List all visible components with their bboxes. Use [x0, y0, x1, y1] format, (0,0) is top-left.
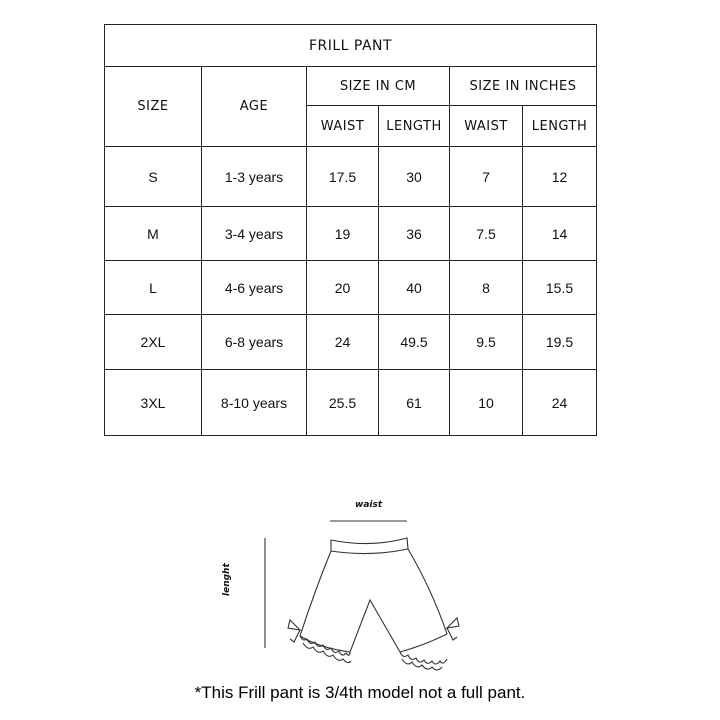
cell-waist-cm: 17.5	[307, 147, 379, 207]
header-length-cm: LENGTH	[379, 106, 450, 147]
table-row	[105, 207, 597, 261]
table-row	[105, 261, 597, 315]
cell-waist-in: 8	[450, 261, 523, 315]
cell-waist-in: 10	[450, 370, 523, 436]
cell-waist-in: 7.5	[450, 207, 523, 261]
header-waist-in: WAIST	[450, 106, 523, 147]
cell-length-cm: 36	[379, 207, 450, 261]
cell-length-cm: 61	[379, 370, 450, 436]
cell-waist-cm: 20	[307, 261, 379, 315]
length-label: lenght	[222, 563, 232, 596]
cell-length-in: 14	[523, 207, 597, 261]
cell-length-in: 19.5	[523, 315, 597, 370]
cell-length-in: 12	[523, 147, 597, 207]
table-title: FRILL PANT	[105, 25, 597, 67]
left-bow	[288, 620, 300, 642]
cell-length-in: 24	[523, 370, 597, 436]
cell-size: L	[105, 261, 202, 315]
waist-label: waist	[355, 500, 383, 510]
cell-size: 2XL	[105, 315, 202, 370]
table-row	[105, 370, 597, 436]
cell-waist-cm: 24	[307, 315, 379, 370]
cell-age: 8-10 years	[202, 370, 307, 436]
waistband	[331, 538, 408, 554]
cell-length-cm: 40	[379, 261, 450, 315]
cell-age: 6-8 years	[202, 315, 307, 370]
cell-length-cm: 30	[379, 147, 450, 207]
size-chart-table	[104, 24, 597, 436]
footnote: *This Frill pant is 3/4th model not a full pant.	[194, 683, 526, 702]
header-size-in-cm: SIZE IN CM	[307, 67, 450, 106]
pant-body	[300, 549, 447, 652]
header-length-in: LENGTH	[523, 106, 597, 147]
cell-length-cm: 49.5	[379, 315, 450, 370]
header-size: SIZE	[105, 67, 202, 147]
cell-size: M	[105, 207, 202, 261]
header-age: AGE	[202, 67, 307, 147]
cell-waist-in: 9.5	[450, 315, 523, 370]
left-frill-inner	[303, 643, 351, 663]
left-frill	[300, 636, 350, 655]
header-waist-cm: WAIST	[307, 106, 379, 147]
frill-pant-diagram	[225, 495, 485, 675]
cell-waist-cm: 19	[307, 207, 379, 261]
right-bow	[447, 618, 459, 640]
cell-age: 3-4 years	[202, 207, 307, 261]
cell-age: 1-3 years	[202, 147, 307, 207]
cell-waist-cm: 25.5	[307, 370, 379, 436]
cell-waist-in: 7	[450, 147, 523, 207]
cell-size: S	[105, 147, 202, 207]
table-row	[105, 315, 597, 370]
cell-age: 4-6 years	[202, 261, 307, 315]
right-frill	[400, 652, 447, 664]
cell-length-in: 15.5	[523, 261, 597, 315]
table-row	[105, 147, 597, 207]
cell-size: 3XL	[105, 370, 202, 436]
header-size-in-inches: SIZE IN INCHES	[450, 67, 597, 106]
pant-outline	[265, 521, 459, 670]
